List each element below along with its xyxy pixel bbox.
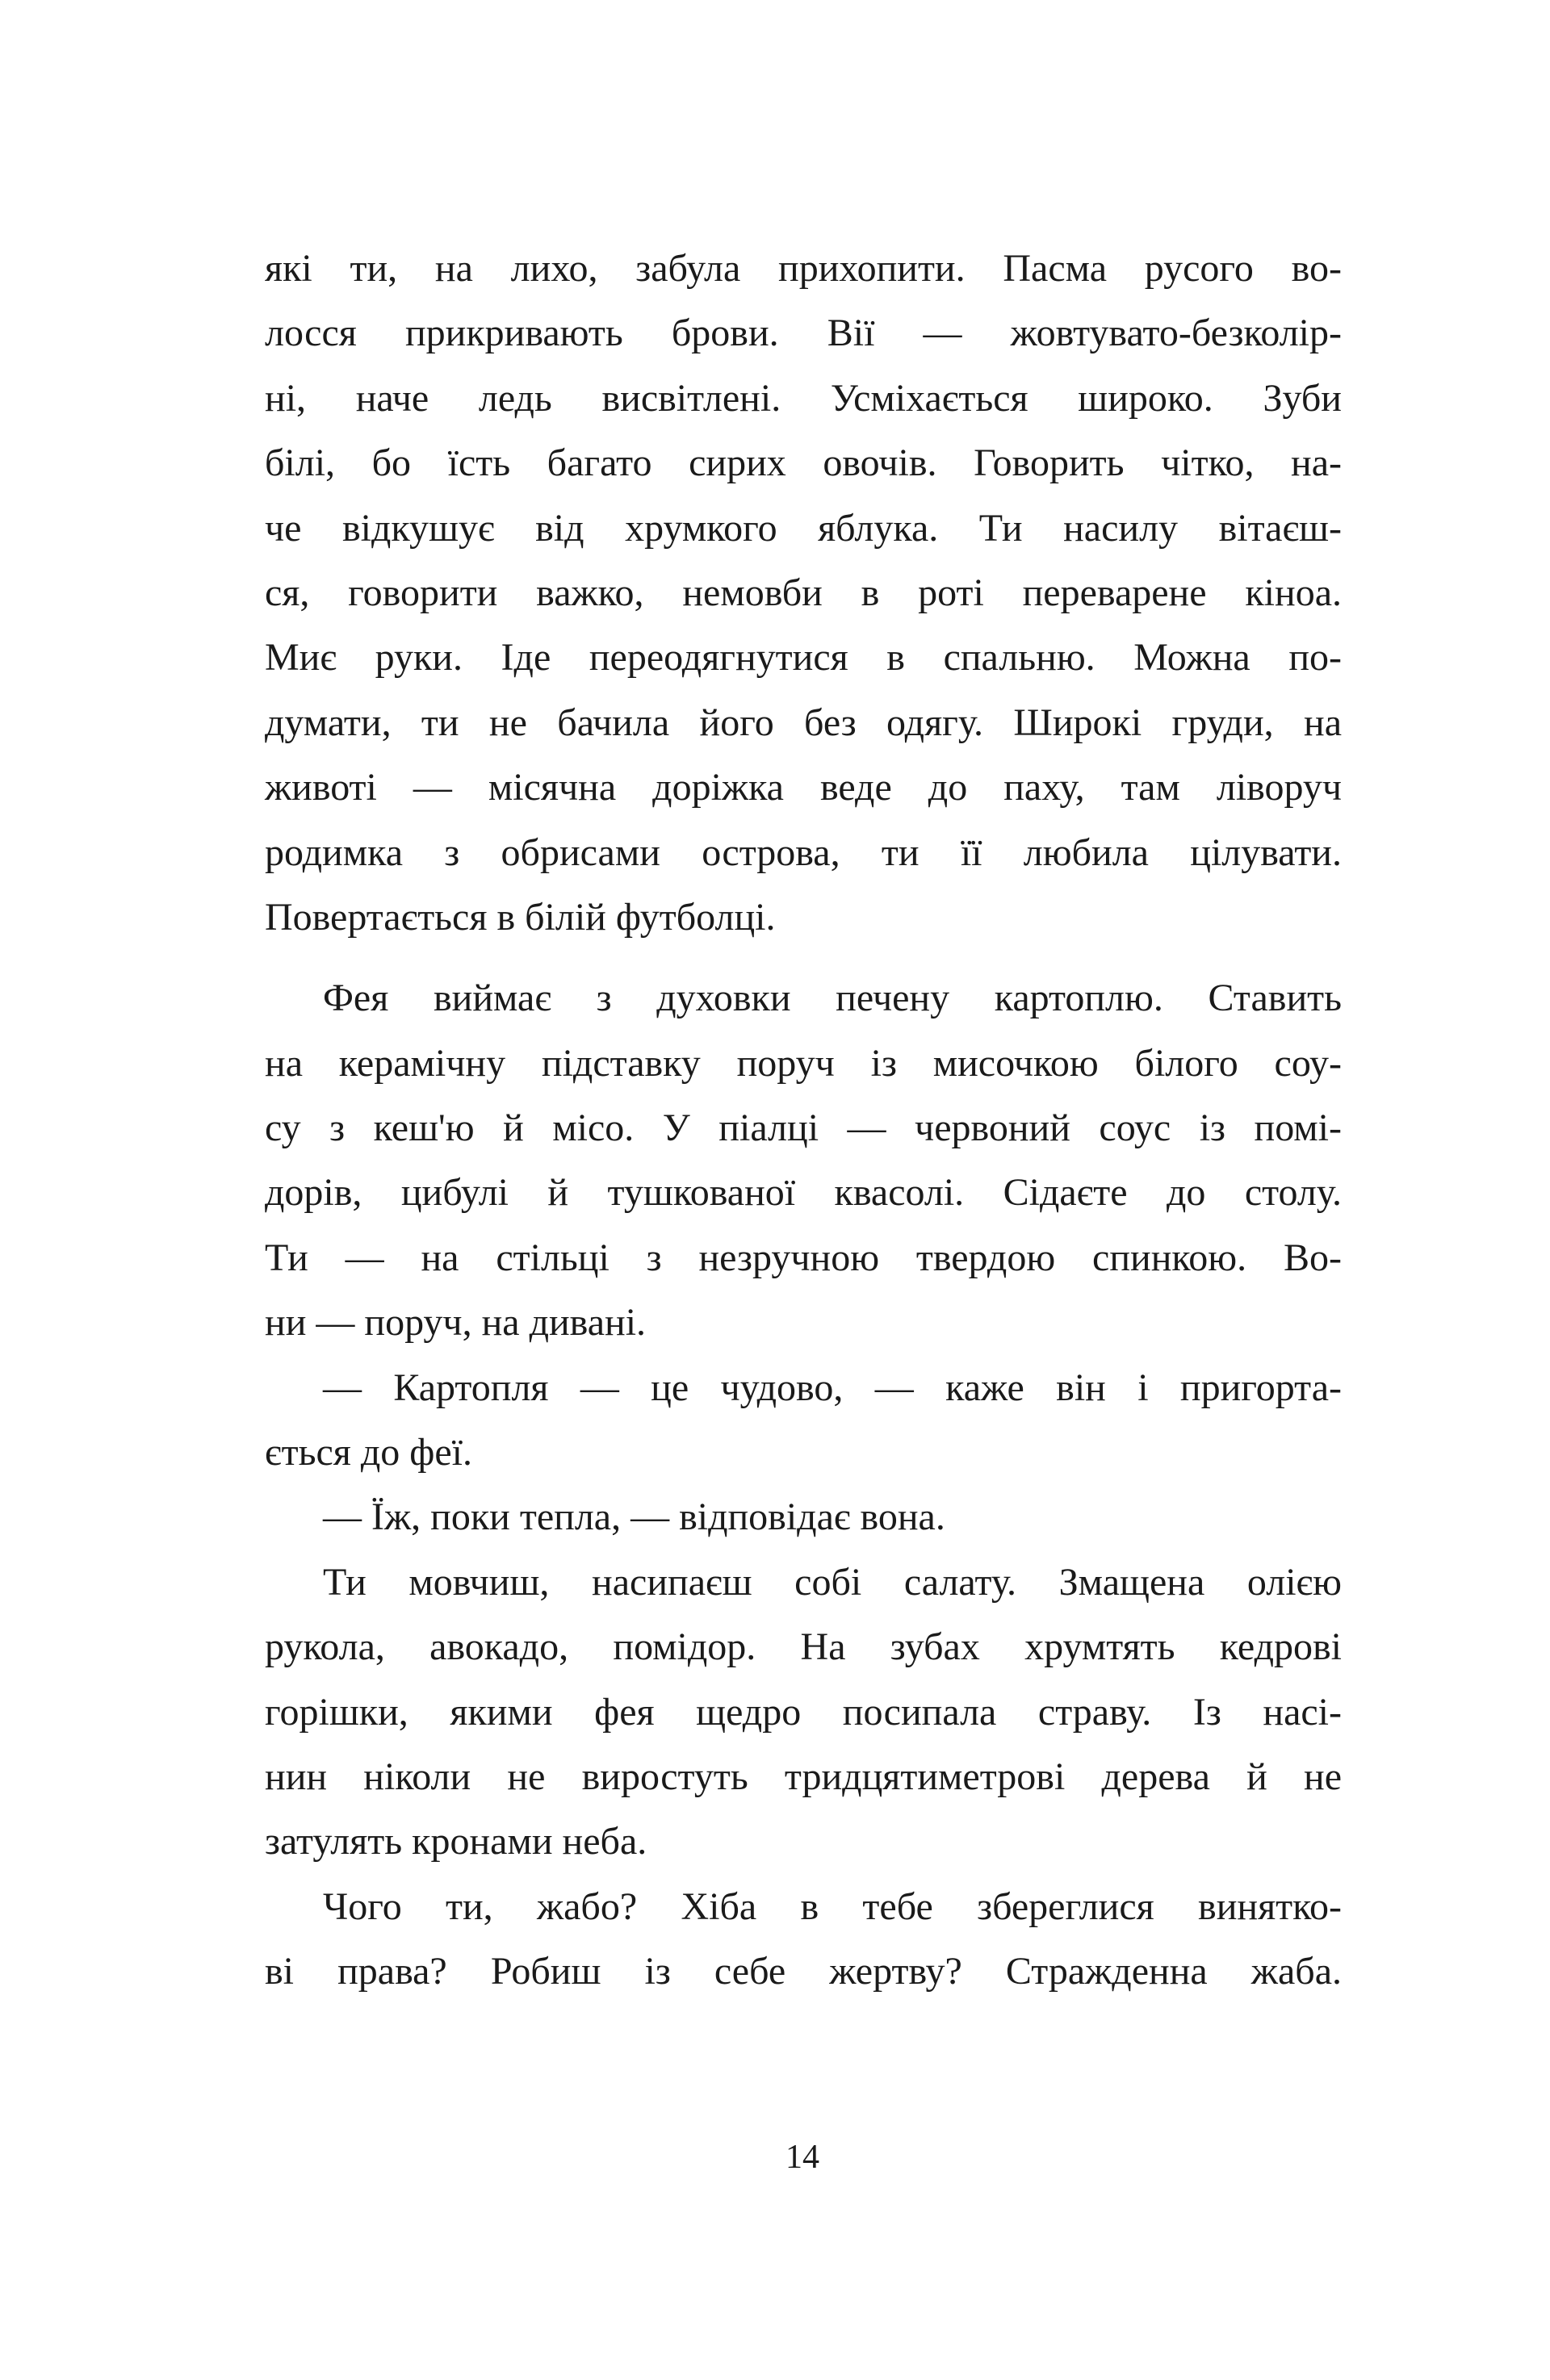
text-line: Ти — на стільці з незручною твердою спинкою. Во-: [265, 1236, 1342, 1279]
text-line: родимка з обрисами острова, ти її любила цілувати.: [265, 830, 1342, 874]
page-number: 14: [785, 2139, 819, 2176]
text-line: які ти, на лихо, забула прихопити. Пасма русого во-: [265, 247, 1342, 290]
text-line: нин ніколи не виростуть тридцятиметрові дерева й не: [265, 1755, 1342, 1798]
body-text: [265, 236, 1342, 2005]
text-line: Миє руки. Іде переодягнутися в спальню. Можна по-: [265, 636, 1342, 680]
paragraph: [265, 1356, 1342, 1486]
text-line: ся, говорити важко, немовби в роті переварене кіноа.: [265, 571, 1342, 614]
text-line: горішки, якими фея щедро посипала страву. Із насі-: [265, 1690, 1342, 1734]
paragraph: [265, 1550, 1342, 1875]
text-line: ни — поруч, на дивані.: [265, 1301, 647, 1345]
text-line: дорів, цибулі й тушкованої квасолі. Сідаєте до столу.: [265, 1171, 1342, 1215]
text-line: Фея виймає з духовки печену картоплю. Ставить: [323, 977, 1342, 1020]
text-line: Чого ти, жабо? Хіба в тебе збереглися винятко-: [323, 1884, 1342, 1928]
paragraph: [265, 1875, 1342, 2005]
text-line: ється до феї.: [265, 1431, 473, 1474]
paragraph: [265, 1485, 1342, 1550]
text-line: лосся прикривають брови. Вії — жовтувато-безколір-: [265, 312, 1342, 355]
text-line: су з кеш'ю й місо. У піалці — червоний соус із помі-: [265, 1106, 1342, 1150]
text-line: Повертається в білій футболці.: [265, 895, 776, 939]
text-line: че відкушує від хрумкого яблука. Ти насилу вітаєш-: [265, 506, 1342, 550]
text-line: Ти мовчиш, насипаєш собі салату. Змащена олією: [323, 1560, 1342, 1604]
text-line: на керамічну підставку поруч із мисочкою білого соу-: [265, 1041, 1342, 1085]
text-line: ні, наче ледь висвітлені. Усміхається широко. Зуби: [265, 376, 1342, 420]
text-line: — Їж, поки тепла, — відповідає вона.: [323, 1495, 945, 1539]
paragraph: [265, 236, 1342, 950]
text-line: — Картопля — це чудово, — каже він і пригорта-: [323, 1366, 1342, 1409]
text-line: затулять кронами неба.: [265, 1820, 647, 1863]
text-line: рукола, авокадо, помідор. На зубах хрумтять кедрові: [265, 1625, 1342, 1669]
text-line: думати, ти не бачила його без одягу. Широкі груди, на: [265, 701, 1342, 744]
paragraph: [265, 966, 1342, 1355]
text-line: животі — місячна доріжка веде до паху, там ліворуч: [265, 766, 1342, 809]
text-line: білі, бо їсть багато сирих овочів. Говорить чітко, на-: [265, 441, 1342, 485]
text-line: ві права? Робиш із себе жертву? Стражденна жаба.: [265, 1950, 1342, 1993]
